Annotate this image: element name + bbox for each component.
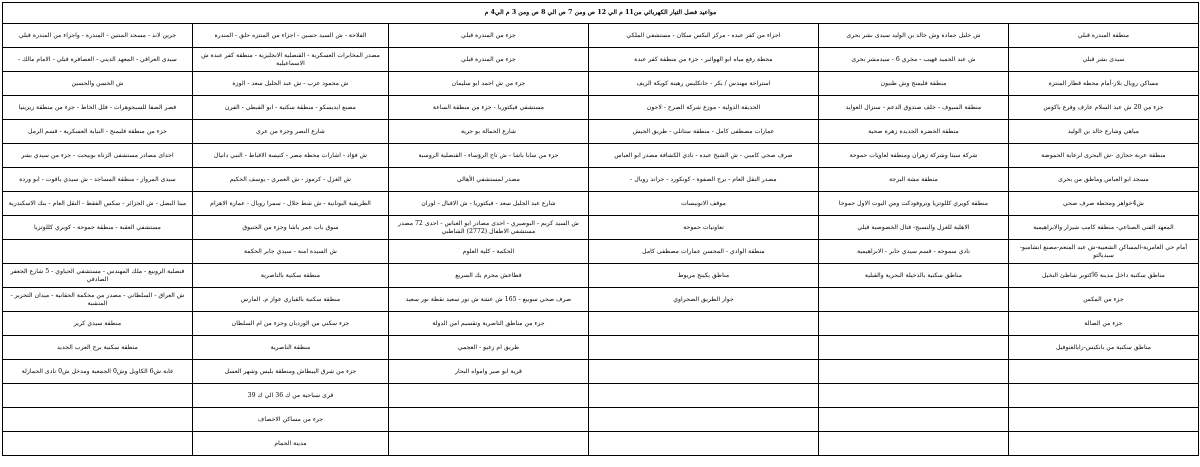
table-cell: استراحة مهندس / بكر - جانكليس رهينة كويكة الريف — [589, 72, 819, 96]
table-cell: جزء من ش احمد ابو سليمان — [389, 72, 589, 96]
table-cell: منطقة سكنية بالناصرية — [193, 264, 389, 288]
table-cell: منطقة فليمنج وش طنبون — [819, 72, 1009, 96]
table-cell: ش خليل حمادة وش خالد بن الوليد سيدى بشر بحرى — [819, 24, 1009, 48]
table-row — [3, 408, 1199, 432]
table-row — [3, 72, 1199, 96]
table-cell — [819, 312, 1009, 336]
table-cell: جزء من مناطق الناصرية وتقسيم امن الدولة — [389, 312, 589, 336]
table-cell — [3, 240, 193, 264]
table-cell: منطقة عزبة حجازى -ش البحرى لرعاية الحموضة — [1009, 144, 1199, 168]
table-row — [3, 24, 1199, 48]
table-cell: اجزاء من كفر عبده - مركز البكس سكان - مستشفي الملكي — [589, 24, 819, 48]
table-cell: مناطق سكنية بالدخيلة البحرية والقبلية — [819, 264, 1009, 288]
table-cell: ش الحسن والحسين — [3, 72, 193, 96]
table-row — [3, 144, 1199, 168]
table-cell: مصدر المخابرات العسكرية - القنصلية الانجليزية - منطقة كفر عبدة ش الاسماعيلية — [193, 48, 389, 72]
table-cell: شارع النصر وجزء من عرى — [193, 120, 389, 144]
table-cell: قصر الصفا للسيجوهرات - فلل الخاط - جزء من منطقة زيزينيا — [3, 96, 193, 120]
schedule-title: مواعيد فصل التيار الكهربائي من11 م الي 12 ص ومن 7 ص الي 8 ص ومن 3 م الي4 م — [3, 3, 1199, 24]
table-cell: ش العراق - السلطاني - مصدر من محكمة الحقانية - ميدان التحرير - المنشية — [3, 288, 193, 312]
table-cell: غابة ش6 الكاويل وش0 الجمعية ومدخل ش0 نادى الحمارلة — [3, 360, 193, 384]
table-row — [3, 336, 1199, 360]
table-cell: جزء من منطقة فليمنج - النيابة العسكرية - قسم الرمل — [3, 120, 193, 144]
table-cell — [389, 384, 589, 408]
table-cell: قرية ابو صير وامواه البحار — [389, 360, 589, 384]
table-cell: منطقة الوادي - المحسن عمارات مصطفى كامل — [589, 240, 819, 264]
table-cell: ش4خواهر ومحطة صرف صحي — [1009, 192, 1199, 216]
table-row — [3, 168, 1199, 192]
table-cell: موقف الاتوبيسات — [589, 192, 819, 216]
table-cell: الاهلية للغزل والنسيج- قتال الخصوصية قبلي — [819, 216, 1009, 240]
table-cell: جزء من مساكن الاخصاف — [193, 408, 389, 432]
table-cell: مناطق سكنية داخل مدينة 6أكتوبر شاطئ النخيل — [1009, 264, 1199, 288]
table-cell — [1009, 384, 1199, 408]
table-cell: مناطق بكينج مريوط — [589, 264, 819, 288]
table-cell: شارع عبد الجليل سعد - فيكتوريا - ش الاقبال - لوران — [389, 192, 589, 216]
schedule-body — [3, 24, 1199, 456]
table-cell: مساكن رويال بلاز-أمام محطة قطار المنتزة — [1009, 72, 1199, 96]
table-cell — [589, 432, 819, 456]
table-cell: جزء من المندرة قبلي — [389, 24, 589, 48]
table-cell: منطقة سيدي كرير — [3, 312, 193, 336]
table-cell: مستشفي فيكتوريا - جزء من منطقة الساعة — [389, 96, 589, 120]
table-cell: نادي سموحه - قسم سيدي جابر - الابراهيمية — [819, 240, 1009, 264]
table-cell: صرف صحي سوبيع - 165 ش عشة ش نور سعيد نقطة نور سعيد — [389, 288, 589, 312]
table-row — [3, 312, 1199, 336]
table-cell: قطاعش محرم بك السريع — [389, 264, 589, 288]
table-cell: مينا البصل - ش الجزائر - سكس الفقط - النقل العام - بنك الاسكندرية — [3, 192, 193, 216]
table-cell — [819, 408, 1009, 432]
table-row — [3, 48, 1199, 72]
table-cell: ش فؤاد - اشارات محطة مصر - كنيسة الاقباط - النبي دانيال — [193, 144, 389, 168]
table-row — [3, 264, 1199, 288]
table-cell: ش السيد كريم - البوصيري - احدى مصادر ابو العباس - احدى 72 مصدر مستشفي الاطفال (2772) الشاطبي — [389, 216, 589, 240]
table-cell — [819, 432, 1009, 456]
table-cell: الفلاحة - ش السيد حسين - اجزاء من المنتزه حلق - المندرة — [193, 24, 389, 48]
table-cell: جزء من شرق البيطاش ومنطقة بليس وشهر العسل — [193, 360, 389, 384]
table-cell: ش عبد الحميد قهيب - مخري 6 - سيدمشر بحرى — [819, 48, 1009, 72]
table-cell — [1009, 408, 1199, 432]
table-cell — [3, 432, 193, 456]
table-cell: صرف صحي كامبي - ش الشيخ عبده - نادي الكشافة مصدر ابو العباس — [589, 144, 819, 168]
table-cell: الحديقة الدولية - موزع شركة الصرح - لاجون — [589, 96, 819, 120]
table-cell: مصدر لمستشفي الأهالي — [389, 168, 589, 192]
table-cell — [819, 288, 1009, 312]
table-cell — [1009, 360, 1199, 384]
table-cell: المعهد الفني الصناعي- منطقة كامب شيزار والابراهيمية — [1009, 216, 1199, 240]
table-cell: منطقة السيوف - خلف صندوق الدعم - سنزال العوايد — [819, 96, 1009, 120]
table-cell: سيدى المرواز - منطقة المساجد - ش سيدي ياقوت - ابو وردة — [3, 168, 193, 192]
table-cell — [819, 336, 1009, 360]
table-cell: مسجد ابو العباس وماطق من بحرى — [1009, 168, 1199, 192]
table-cell — [819, 384, 1009, 408]
table-row — [3, 216, 1199, 240]
table-cell: الحكمة - كلية العلوم — [389, 240, 589, 264]
table-cell: جزء من المندرة قبلي — [389, 48, 589, 72]
table-cell: مناطق سكنية من بانكيس-زايالغنوفيل — [1009, 336, 1199, 360]
table-cell: طريق ام زغيو - العجمي — [389, 336, 589, 360]
table-cell: جرين لاند - مسجد المنتين - المندرة - واجزاء من المندرة قبلي — [3, 24, 193, 48]
table-cell: تعاونيات حموحة — [589, 216, 819, 240]
table-cell — [389, 408, 589, 432]
table-cell — [3, 408, 193, 432]
table-cell: جوار الطريق الصحراوي — [589, 288, 819, 312]
table-cell: سوق باب عمر باشا وجزء من الحنبوق — [193, 216, 389, 240]
table-cell — [589, 312, 819, 336]
table-row — [3, 240, 1199, 264]
table-cell: منطقة سكنية برج العرب الجديد — [3, 336, 193, 360]
table-cell: مصدر النقل العام - برج الصفوة - كونكورد - جراند رويال - — [589, 168, 819, 192]
table-cell — [589, 408, 819, 432]
table-cell: أمام حي العامرية-المساكن الشعبية-ش عبد المنعم-مصنع انشامبو-سيديالتو — [1009, 240, 1199, 264]
table-cell: محطة رفع مياه ابو الهوائير - جزء من منطقة كفر عبدة — [589, 48, 819, 72]
table-cell: شركة سيتا وشركة زهران ومنطقة لعاويات حموحة — [819, 144, 1009, 168]
table-cell: قنصلية الروبيع - ملك المهندس - مستشفي الحياوي - 5 شارع الجعفر الصادقي — [3, 264, 193, 288]
table-cell: شارع الحمالة بو جرية — [389, 120, 589, 144]
table-cell: منطقة سكنية بالقباري عواز م. المارس — [193, 288, 389, 312]
table-cell: عمارات مصطفى كامل - منطقة ستانلي - طريق الجيش — [589, 120, 819, 144]
table-cell: ش الغزل - كرموز - ش العمري - يوسف الحكيم — [193, 168, 389, 192]
table-cell — [3, 384, 193, 408]
table-row — [3, 192, 1199, 216]
table-row — [3, 96, 1199, 120]
table-cell: ش السيدة امنة - سيدي جابر الحكمة — [193, 240, 389, 264]
table-cell: سيدى بشر قبلي — [1009, 48, 1199, 72]
table-cell: منطقة الخضرة الجديدة زهرة صحية — [819, 120, 1009, 144]
table-cell: مياهي وشارع خالد بن الوليد — [1009, 120, 1199, 144]
table-cell: منطقة الناصرية — [193, 336, 389, 360]
table-cell — [589, 336, 819, 360]
table-cell: مستشفي العقبة - منطقة حموحة - كوبري كللوتزيا — [3, 216, 193, 240]
table-cell: جزء من الصالة — [1009, 312, 1199, 336]
table-row — [3, 360, 1199, 384]
table-cell: جزء من سابا باشا - ش تاج الرؤساء - القنصلية الروسية — [389, 144, 589, 168]
table-cell: جزء سكني من الوردبان وجزء من ام السلطان — [193, 312, 389, 336]
table-cell: منطقة مشة البرجة — [819, 168, 1009, 192]
table-cell: الطريقية اليونانية - ش شط جلال - سمرا رويال - عمارة الاهرام — [193, 192, 389, 216]
table-row — [3, 288, 1199, 312]
table-cell — [389, 432, 589, 456]
table-cell: احداى مصادر مستشفى الزناة بوبيحت - جزء من سيدي بشر — [3, 144, 193, 168]
table-row — [3, 120, 1199, 144]
table-cell — [819, 360, 1009, 384]
table-cell — [589, 384, 819, 408]
table-cell: سيدى العراقي - المعهد الديني - العصافرة قبلي - الامام مالك - — [3, 48, 193, 72]
table-row — [3, 432, 1199, 456]
table-cell: جزء من المكس — [1009, 288, 1199, 312]
table-cell — [589, 360, 819, 384]
table-cell: جزء من 20 ش عبد السلام عارف وفرع باكوس — [1009, 96, 1199, 120]
schedule-table — [2, 2, 1199, 456]
table-cell: منطقة المندرة قبلي — [1009, 24, 1199, 48]
table-cell: ش محمود عزب - ش عبد الجليل سعد - الوزة — [193, 72, 389, 96]
table-cell — [1009, 432, 1199, 456]
table-cell: مدينة الحمام — [193, 432, 389, 456]
table-cell: منطقة كويري كللوتزيا وبروفودكت ومن اليوت الاول حموحا — [819, 192, 1009, 216]
table-row — [3, 384, 1199, 408]
table-cell: قرى سياحية من ك 36 الي ك 39 — [193, 384, 389, 408]
table-cell: مصنع ايديسكو - منطقة سكنية - ابو القبطي - الفرن — [193, 96, 389, 120]
